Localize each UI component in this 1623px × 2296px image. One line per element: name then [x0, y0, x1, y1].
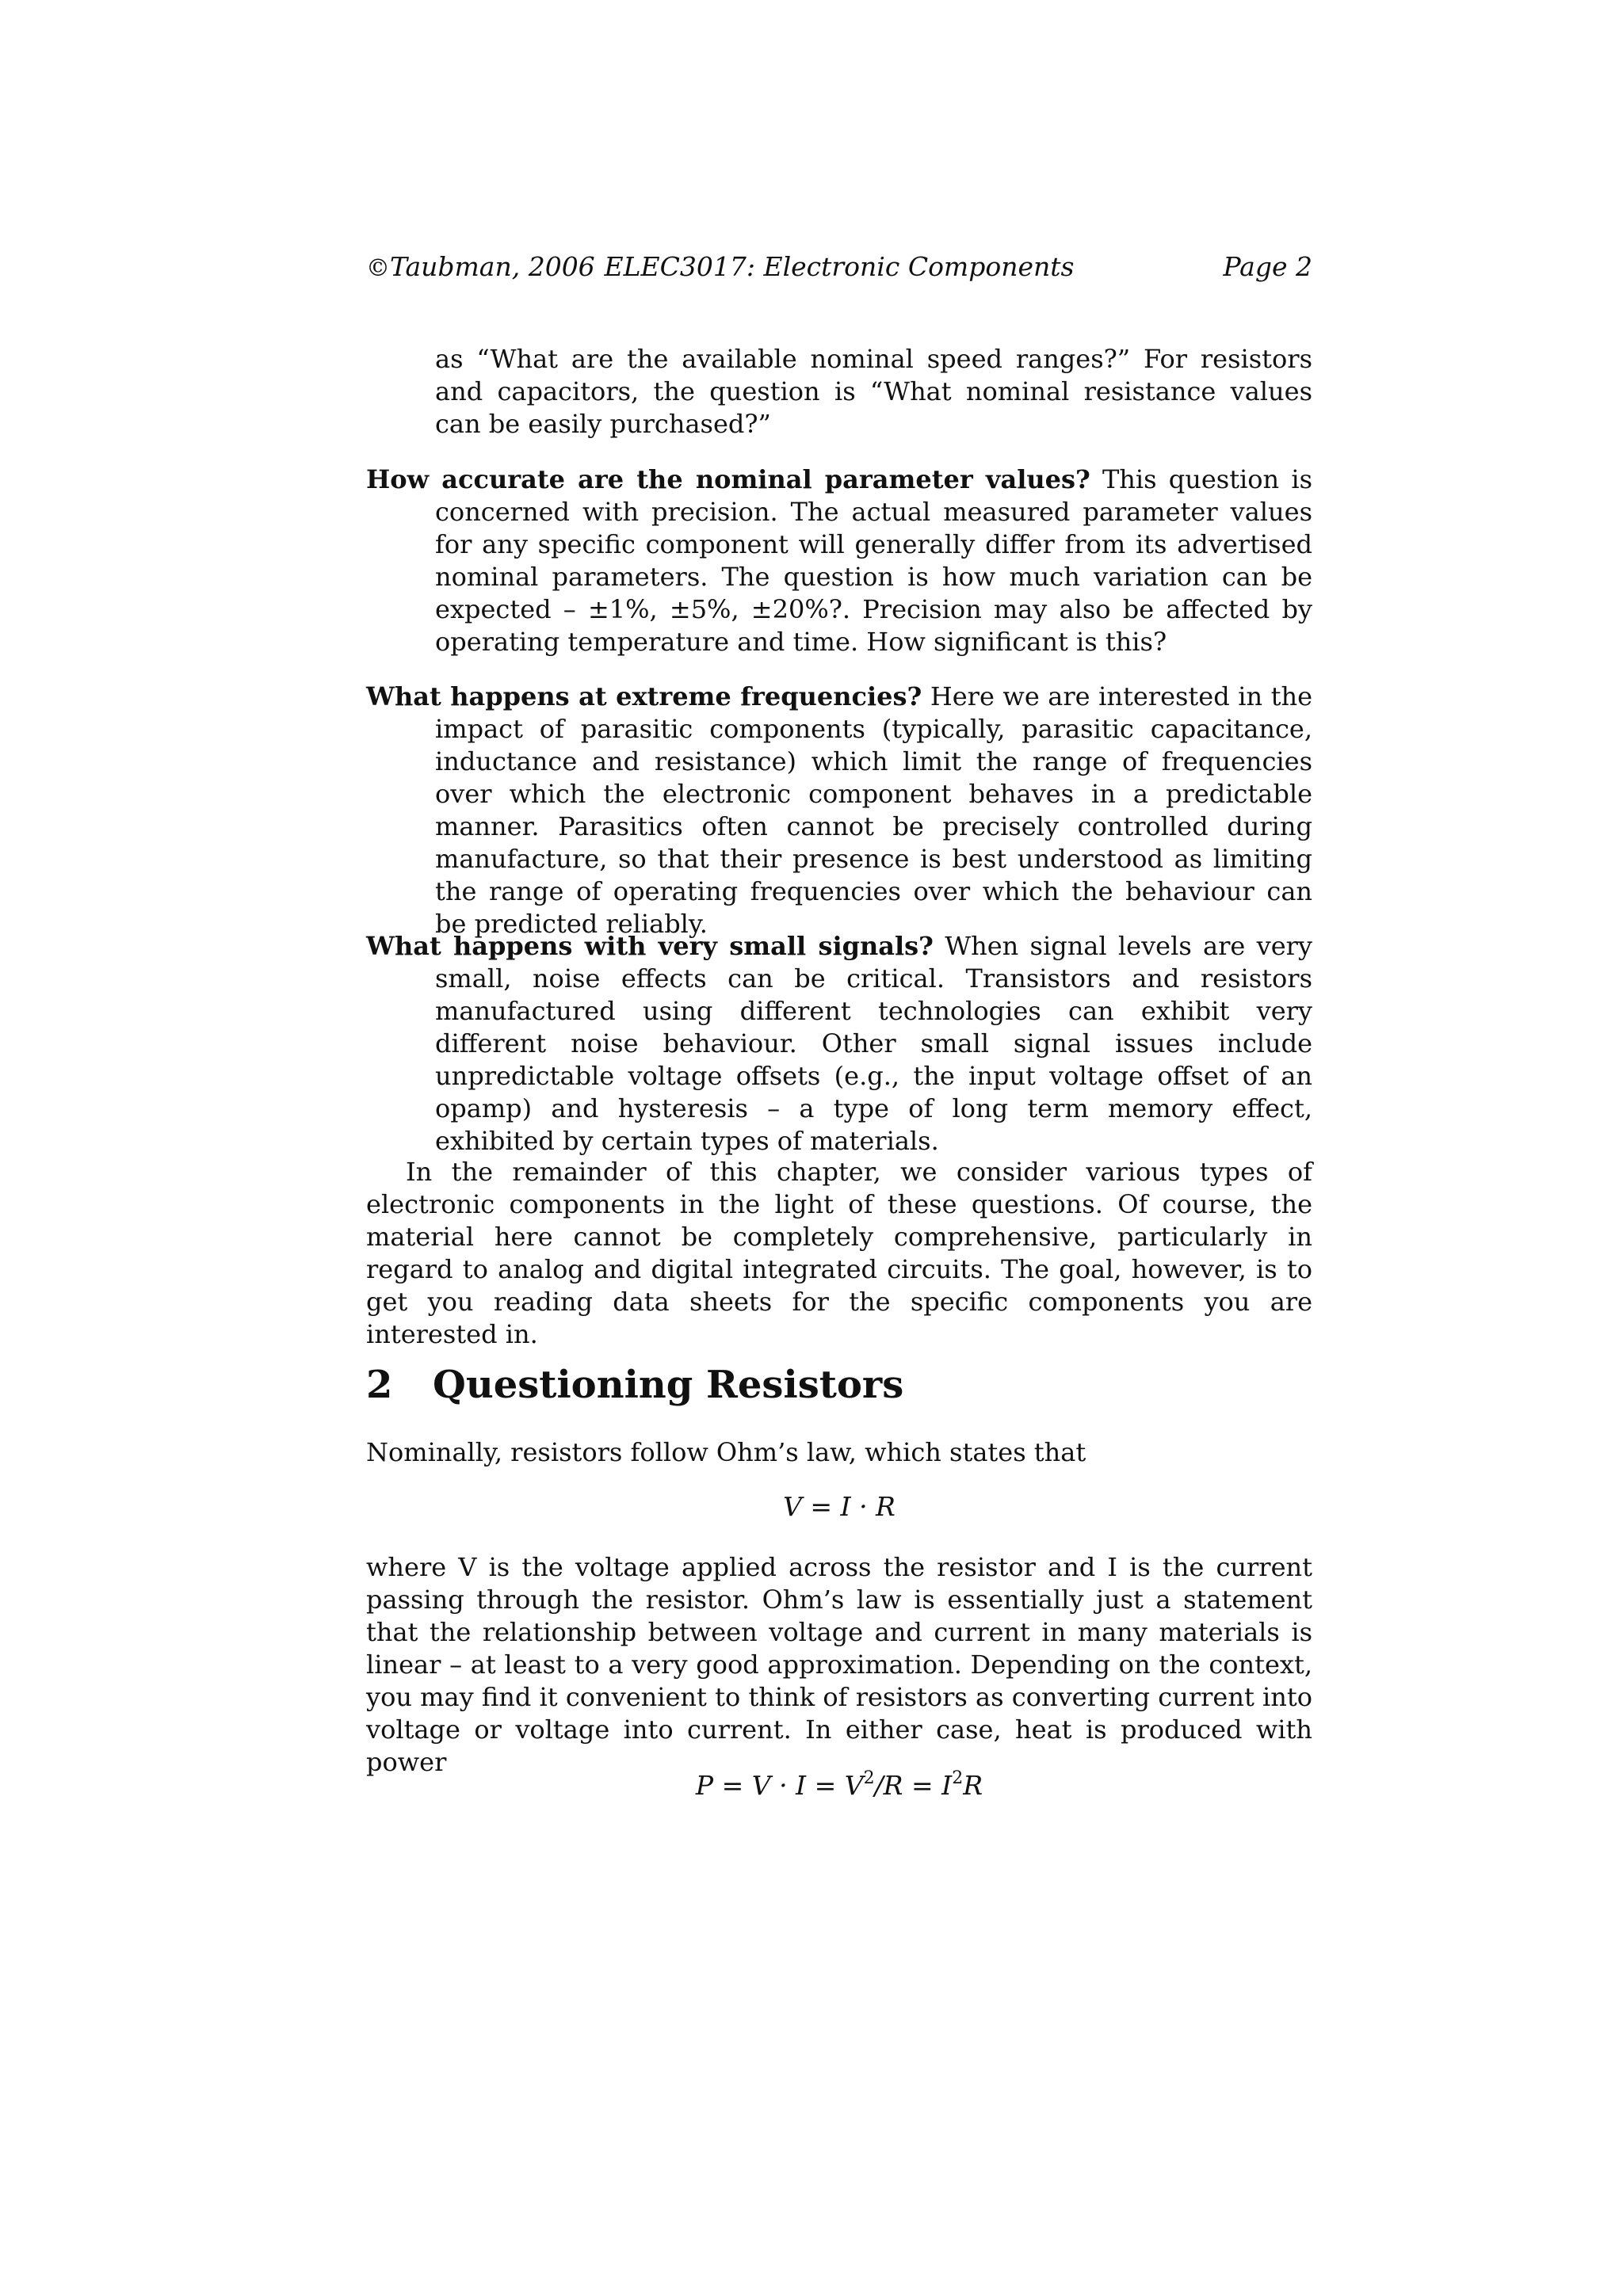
power-eq-part1: P = V · I = V: [695, 1770, 864, 1801]
description-body: This question is concerned with precision. The actual measured parameter values for any specific component will generally differ from its advertised nominal parameters. The question is how much variation can be expected – ±1%, ±5%, ±20%?. Precision may also be affected by operating temperature and time. How significant is this?: [435, 464, 1313, 657]
power-equation: [366, 1768, 1312, 1803]
description-item: [366, 930, 1312, 1158]
section-number: 2: [366, 1363, 393, 1407]
description-body: When signal levels are very small, noise effects can be critical. Transistors and resistors manufactured using different technologies can exhibit very different noise behaviour. Other small signal issues include unpredictable voltage offsets (e.g., the input voltage offset of an opamp) and hysteresis – a type of long term memory effect, exhibited by certain types of materials.: [435, 931, 1313, 1156]
power-eq-exponent2: 2: [952, 1768, 964, 1788]
description-item-text: [366, 930, 1312, 1158]
description-body: Here we are interested in the impact of parasitic components (typically, parasitic capacitance, inductance and resistance) which limit the range of frequencies over which the electronic component behaves in a predictable manner. Parasitics often cannot be precisely controlled during manufacture, so that their presence is best understood as limiting the range of operating frequencies over which the behaviour can be predicted reliably.: [435, 681, 1313, 939]
ohm-intro-paragraph: Nominally, resistors follow Ohm’s law, which states that: [366, 1437, 1086, 1467]
copyright-symbol: ©: [366, 254, 390, 282]
header-author-text: Taubman, 2006: [390, 251, 595, 282]
description-item: [366, 681, 1312, 940]
explanation-paragraph: where V is the voltage applied across the resistor and I is the current passing through the resistor. Ohm’s law is essentially just a statement that the relationship between voltage and current in many materials is linear – at least to a very good approximation. Depending on the context, you may find it convenient to think of resistors as converting current into voltage or voltage into current. In either case, heat is produced with power: [366, 1552, 1312, 1777]
description-term: How accurate are the nominal parameter values?: [366, 464, 1090, 494]
closing-paragraph: In the remainder of this chapter, we consider various types of electronic components in the light of these questions. Of course, the material here cannot be completely comprehensive, particularly in regard to analog and digital integrated circuits. The goal, however, is to get you reading data sheets for the specific components you are interested in.: [366, 1157, 1312, 1349]
section-title: Questioning Resistors: [433, 1363, 904, 1407]
header-course-title: ELEC3017: Electronic Components: [604, 251, 1075, 282]
section-heading: [366, 1361, 903, 1409]
power-eq-exponent1: 2: [863, 1768, 875, 1788]
power-eq-part2: /R = I: [874, 1770, 953, 1801]
header-page-number: Page 2: [1223, 251, 1312, 282]
ohms-law-equation: V = I · R: [783, 1491, 896, 1522]
description-item-text: [366, 681, 1312, 940]
description-item-text: [366, 463, 1312, 658]
description-term: What happens with very small signals?: [366, 931, 934, 961]
page-header: [366, 247, 1312, 287]
description-item: [366, 463, 1312, 658]
description-term: What happens at extreme frequencies?: [366, 681, 922, 711]
power-eq-part3: R: [963, 1770, 983, 1801]
continued-paragraph: as “What are the available nominal speed ranges?” For resistors and capacitors, the question is “What nominal resistance values can be easily purchased?”: [435, 344, 1312, 439]
